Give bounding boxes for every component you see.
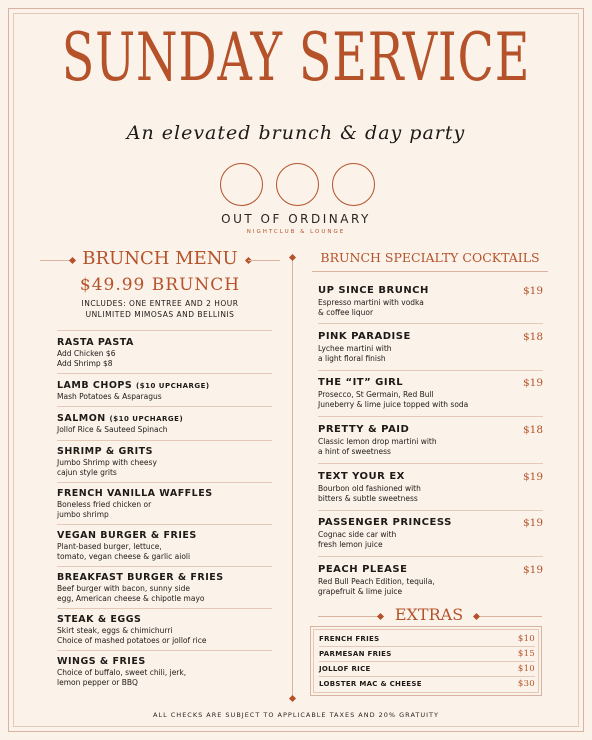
extra-item: PARMESAN FRIES $15 [319, 649, 535, 659]
extras-heading: EXTRAS [394, 605, 464, 624]
extra-item: FRENCH FRIES $10 [319, 634, 535, 644]
menu-item: BREAKFAST BURGER & FRIES Beef burger with bacon, sunny side egg, American cheese & chipotle mayo [57, 572, 224, 604]
item-divider [318, 556, 543, 557]
menu-item: WINGS & FRIES Choice of buffalo, sweet chili, jerk, lemon pepper or BBQ [57, 656, 187, 688]
cocktail-price: $19 [522, 517, 543, 529]
item-divider [57, 482, 272, 483]
logo-circle-icon [220, 163, 263, 206]
column-divider [292, 258, 293, 698]
extra-price: $10 [517, 634, 535, 644]
item-divider [318, 510, 543, 511]
menu-item: SALMON ($10 UPCHARGE) Jollof Rice & Sauteed Spinach [57, 413, 184, 435]
cocktail-item: PASSENGER PRINCESS Cognac side car with fresh lemon juice $19 [318, 517, 543, 549]
extra-price: $30 [517, 679, 535, 689]
item-divider [57, 406, 272, 407]
gratuity-notice: ALL CHECKS ARE SUBJECT TO APPLICABLE TAXES AND 20% GRATUITY [153, 711, 439, 719]
extra-price: $15 [517, 649, 535, 659]
item-divider [57, 650, 272, 651]
cocktail-price: $19 [522, 564, 543, 576]
menu-item: SHRIMP & GRITS Jumbo Shrimp with cheesy cajun style grits [57, 446, 157, 478]
menu-item: RASTA PASTA Add Chicken $6 Add Shrimp $8 [57, 337, 134, 369]
heading-rule [312, 271, 548, 272]
logo-circle-icon [332, 163, 375, 206]
item-divider [57, 440, 272, 441]
brunch-heading: BRUNCH MENU [82, 248, 238, 269]
item-divider [319, 676, 535, 677]
item-divider [318, 416, 543, 417]
item-divider [57, 330, 272, 331]
cocktail-item: TEXT YOUR EX Bourbon old fashioned with bitters & subtle sweetness $19 [318, 471, 543, 503]
menu-item: FRENCH VANILLA WAFFLES Boneless fried chicken or jumbo shrimp [57, 488, 213, 520]
item-divider [57, 524, 272, 525]
heading-rule [40, 260, 72, 261]
menu-item: STEAK & EGGS Skirt steak, eggs & chimichurri Choice of mashed potatoes or jollof rice [57, 614, 207, 646]
heading-rule [480, 616, 542, 617]
cocktail-price: $18 [522, 424, 543, 436]
cocktail-item: PINK PARADISE Lychee martini with a light floral finish $18 [318, 331, 543, 363]
cocktails-heading: BRUNCH SPECIALTY COCKTAILS [320, 250, 540, 265]
page-subtitle: An elevated brunch & day party [126, 122, 466, 144]
cocktail-item: PRETTY & PAID Classic lemon drop martini with a hint of sweetness $18 [318, 424, 543, 456]
menu-item: VEGAN BURGER & FRIES Plant-based burger, lettuce, tomato, vegan cheese & garlic aioli [57, 530, 197, 562]
item-divider [57, 608, 272, 609]
heading-rule [318, 616, 380, 617]
item-divider [318, 463, 543, 464]
extra-item: JOLLOF RICE $10 [319, 664, 535, 674]
cocktail-price: $18 [522, 331, 543, 343]
brunch-price: $49.99 BRUNCH [79, 275, 241, 295]
cocktail-price: $19 [522, 471, 543, 483]
page-title: SUNDAY SERVICE [61, 17, 531, 97]
heading-rule [248, 260, 280, 261]
item-divider [318, 323, 543, 324]
item-divider [319, 646, 535, 647]
cocktail-price: $19 [522, 377, 543, 389]
brand-name: OUT OF ORDINARY [221, 212, 371, 226]
brand-tagline: NIGHTCLUB & LOUNGE [246, 229, 346, 235]
item-divider [57, 566, 272, 567]
brand-logo [217, 163, 377, 207]
item-divider [57, 373, 272, 374]
extra-price: $10 [517, 664, 535, 674]
brunch-includes: INCLUDES: ONE ENTREE AND 2 HOUR UNLIMITED MIMOSAS AND BELLINIS [81, 299, 239, 319]
cocktail-item: THE “IT” GIRL Prosecco, St Germain, Red Bull Juneberry & lime juice topped with soda $19 [318, 377, 543, 409]
menu-item: LAMB CHOPS ($10 UPCHARGE) Mash Potatoes & Asparagus [57, 380, 210, 402]
item-divider [319, 661, 535, 662]
cocktail-price: $19 [522, 285, 543, 297]
extra-item: LOBSTER MAC & CHEESE $30 [319, 679, 535, 689]
cocktail-item: UP SINCE BRUNCH Espresso martini with vodka & coffee liquor $19 [318, 285, 543, 317]
item-divider [318, 370, 543, 371]
logo-circle-icon [276, 163, 319, 206]
cocktail-item: PEACH PLEASE Red Bull Peach Edition, tequila, grapefruit & lime juice $19 [318, 564, 543, 596]
